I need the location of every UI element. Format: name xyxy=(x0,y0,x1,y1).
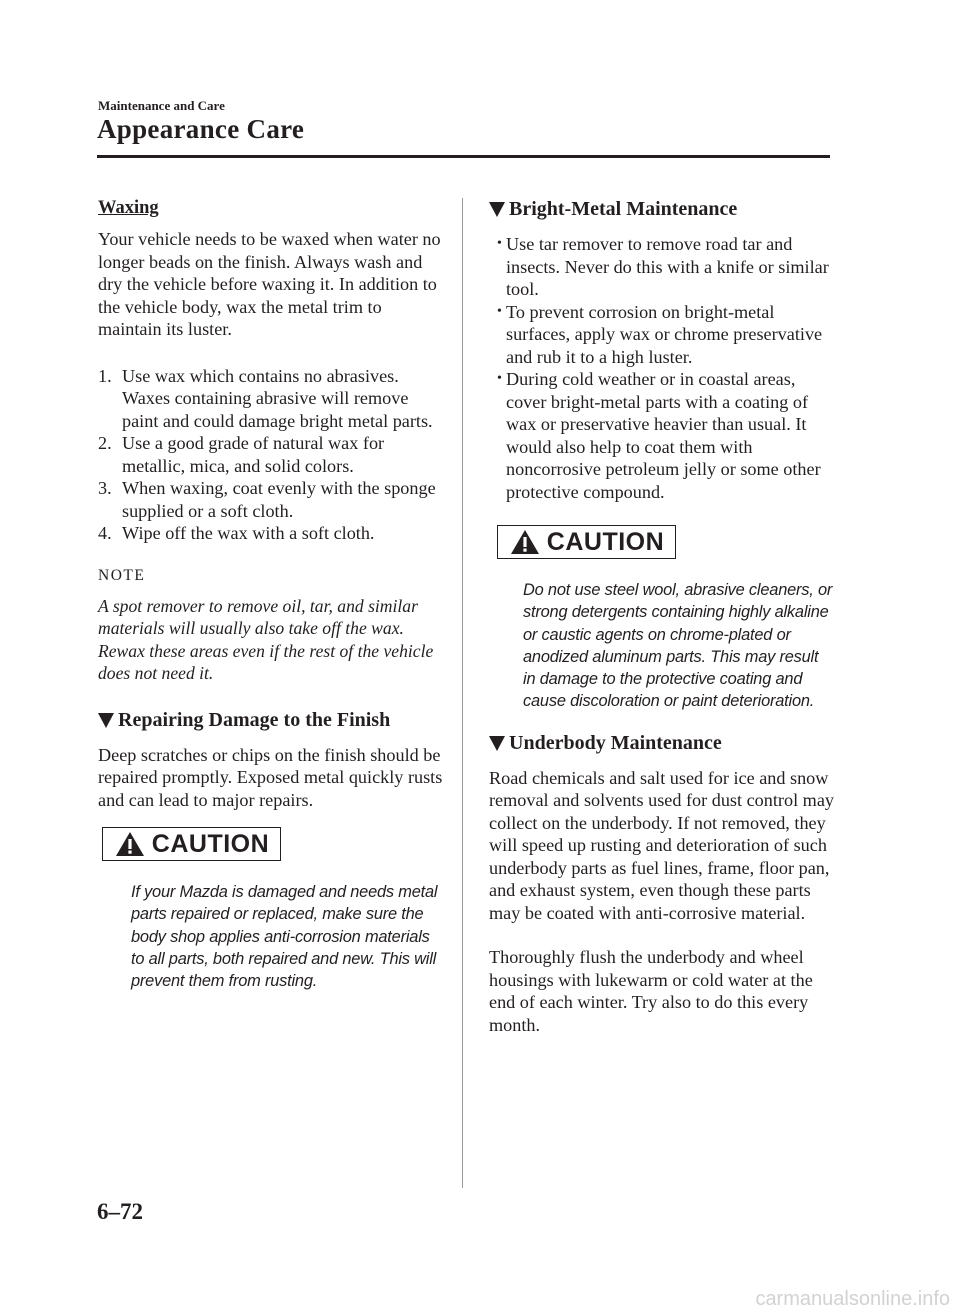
left-column xyxy=(98,198,443,992)
waxing-paragraph: Your vehicle needs to be waxed when water no longer beads on the finish. Always wash and dry the vehicle before waxing it. In addition to the vehicle body, wax the metal trim to maintain its luster. xyxy=(98,229,441,339)
bright-metal-heading xyxy=(489,198,834,221)
step-text: Wipe off the wax with a soft cloth. xyxy=(122,523,375,543)
step-number: 4. xyxy=(98,523,112,543)
bullet-icon: • xyxy=(497,303,502,319)
bullet-text: Use tar remover to remove road tar and insects. Never do this with a knife or similar tool. xyxy=(506,234,829,299)
caution-box xyxy=(497,525,676,559)
list-item xyxy=(491,233,834,301)
page-title: Appearance Care xyxy=(97,114,305,144)
step-text: Use wax which contains no abrasives. Waxes containing abrasive will remove paint and could damage bright metal parts. xyxy=(122,365,433,431)
repairing-heading xyxy=(98,709,443,732)
underbody-heading xyxy=(489,732,834,755)
page-number: 6–72 xyxy=(97,1199,143,1224)
underbody-paragraph-2: Thoroughly flush the underbody and wheel housings with lukewarm or cold water at the end of each winter. Try also to do this every month. xyxy=(489,947,813,1035)
list-item xyxy=(98,365,443,433)
triangle-marker-icon xyxy=(489,736,505,751)
triangle-marker-icon xyxy=(489,202,505,217)
step-number: 1. xyxy=(98,365,112,386)
caution-label: CAUTION xyxy=(546,527,665,556)
triangle-marker-icon xyxy=(98,713,114,728)
waxing-heading: Waxing xyxy=(98,198,159,218)
list-item xyxy=(491,368,834,503)
note-text: A spot remover to remove oil, tar, and similar materials will usually also take off the wax. Rewax these areas even if the rest of the vehicle does not need it. xyxy=(98,595,434,683)
watermark: carmanualsonline.info xyxy=(755,1288,950,1310)
step-number: 2. xyxy=(98,433,112,453)
bullet-text: To prevent corrosion on bright-metal surfaces, apply wax or chrome preservative and rub it to a high luster. xyxy=(506,301,823,367)
bullet-icon: • xyxy=(497,236,502,251)
list-item xyxy=(98,522,443,545)
step-text: Use a good grade of natural wax for metallic, mica, and solid colors. xyxy=(122,433,385,476)
underbody-paragraph-1: Road chemicals and salt used for ice and snow removal and solvents used for dust control may collect on the underbody. If not removed, they will speed up rusting and deterioration of such underbody parts as fuel lines, frame, floor pan, and exhaust system, even though these parts may be coated with anti-corrosive material. xyxy=(489,767,834,923)
underbody-heading-text: Underbody Maintenance xyxy=(509,731,722,754)
note-label: NOTE xyxy=(98,566,146,584)
bright-metal-list xyxy=(489,233,834,503)
caution-text: Do not use steel wool, abrasive cleaners, or strong detergents containing highly alkaline or caustic agents on chrome-plated or anodized aluminum parts. This may result in damage to the protective coating and cause discoloration or paint deterioration. xyxy=(523,581,833,711)
bright-metal-heading-text: Bright-Metal Maintenance xyxy=(509,198,738,220)
right-column xyxy=(489,198,834,1036)
step-text: When waxing, coat evenly with the sponge supplied or a soft cloth. xyxy=(122,478,436,521)
bullet-icon: • xyxy=(497,371,502,386)
list-item xyxy=(98,432,443,477)
repairing-paragraph: Deep scratches or chips on the finish should be repaired promptly. Exposed metal quickly rusts and can lead to major repairs. xyxy=(98,744,443,810)
step-number: 3. xyxy=(98,478,112,498)
caution-box xyxy=(102,827,281,861)
column-divider xyxy=(462,198,463,1188)
title-rule xyxy=(97,155,830,158)
warning-icon xyxy=(509,528,541,556)
list-item xyxy=(491,301,834,369)
repairing-heading-text: Repairing Damage to the Finish xyxy=(118,708,391,731)
warning-icon xyxy=(114,830,146,858)
list-item xyxy=(98,477,443,522)
bullet-text: During cold weather or in coastal areas, cover bright-metal parts with a coating of wax or preservative heavier than usual. It would also help to coat them with noncorrosive petroleum jelly or some other protective compound. xyxy=(506,369,821,502)
caution-label: CAUTION xyxy=(151,829,270,858)
section-label: Maintenance and Care xyxy=(98,98,225,113)
caution-text: If your Mazda is damaged and needs metal parts repaired or replaced, make sure the body shop applies anti-corrosion materials to all parts, both repaired and new. This will prevent them from rusting. xyxy=(131,883,438,991)
waxing-steps xyxy=(98,365,443,545)
